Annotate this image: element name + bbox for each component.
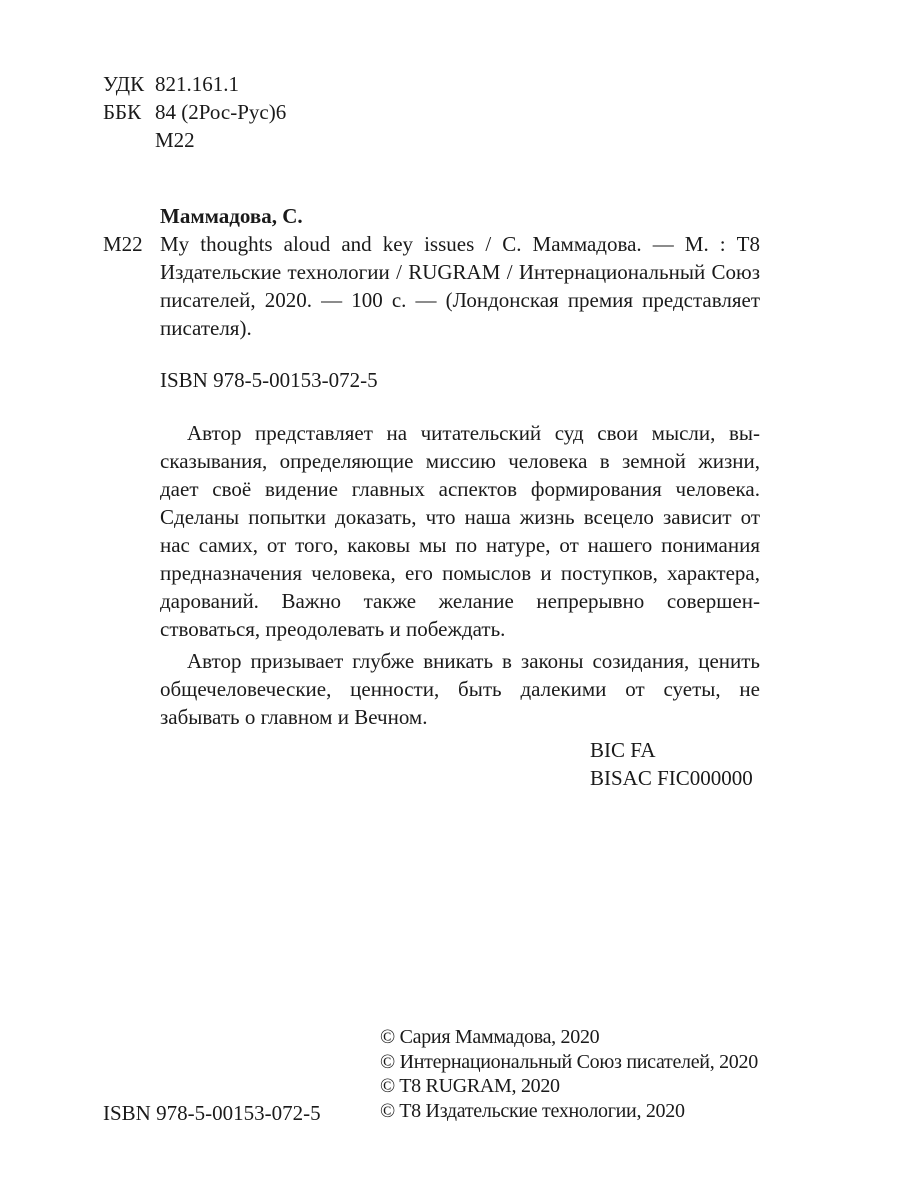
copyright-line: © Сария Маммадова, 2020 <box>380 1026 600 1048</box>
catalog-description: My thoughts aloud and key issues / С. Маммадова. — М. : T8 Издательские технологии / RUGRAM / Интернациональный Союз писателей, 2020. — 100 с. — (Лондонская премия представляет писателя). <box>160 232 760 340</box>
copyright-line: © Интернациональный Союз писателей, 2020 <box>380 1050 758 1073</box>
annotation-paragraph-1: Автор представляет на читательский суд свои мысли, высказывания, определяющие миссию человека в земной жизни, дает своё видение главных аспектов формирования человека. Сделаны попытки доказать, что наша жизнь всецело зависит от нас самих, от того, каковы мы по натуре, от нашего понимания предназначения человека, его помыслов и поступков, характера, дарований. Важно также желание непрерывно совершенствоваться, преодолевать и побеждать. <box>160 421 760 641</box>
bic-code: BIC FA <box>590 738 656 762</box>
copyright-list <box>380 1025 758 1123</box>
bbk-label: ББК <box>103 100 142 124</box>
copyright-line: © T8 Издательские технологии, 2020 <box>380 1099 685 1122</box>
bisac-code: BISAC FIC000000 <box>590 766 753 790</box>
footer-isbn: ISBN 978-5-00153-072-5 <box>103 1101 321 1125</box>
udk-value: 821.161.1 <box>155 72 239 96</box>
bbk-line <box>103 98 286 126</box>
author-mark: М22 <box>155 128 195 152</box>
udk-label: УДК <box>103 72 145 96</box>
catalog-call-mark: М22 <box>103 232 143 256</box>
bbk-value: 84 (2Рос-Рус)6 <box>155 100 287 124</box>
annotation-paragraph-2: Автор призывает глубже вникать в законы созидания, ценить общечеловеческие, ценности, быть далекими от суеты, не забывать о главном и Вечном. <box>160 649 760 729</box>
annotation <box>160 419 760 735</box>
udk-line <box>103 70 239 98</box>
catalog-isbn: ISBN 978-5-00153-072-5 <box>160 368 378 392</box>
copyright-line: © T8 RUGRAM, 2020 <box>380 1075 560 1097</box>
catalog-author: Маммадова, С. <box>160 204 303 228</box>
